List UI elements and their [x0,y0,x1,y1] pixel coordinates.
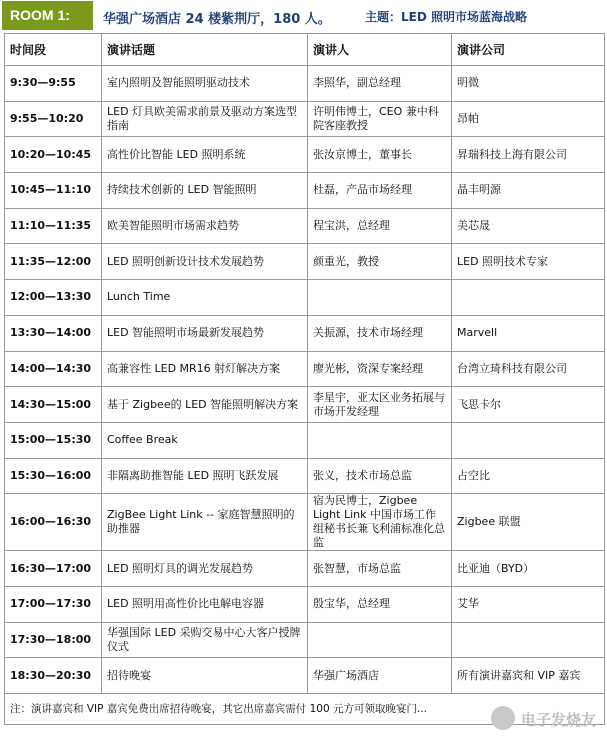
cell-speaker [308,422,452,458]
table-row [5,315,605,351]
cell-speaker: 许明伟博士，CEO 兼中科院客座教授 [308,101,452,137]
cell-company: Marvell [452,315,605,351]
cell-time: 14:30—15:00 [5,387,102,423]
cell-company: 所有演讲嘉宾和 VIP 嘉宾 [452,658,605,694]
table-header-row [5,34,605,66]
cell-time: 15:30—16:00 [5,458,102,494]
cell-speaker: 程宝洪，总经理 [308,208,452,244]
cell-time: 16:00—16:30 [5,494,102,551]
cell-time: 15:00—15:30 [5,422,102,458]
theme-text: 主题：LED 照明市场蓝海战略 [365,10,527,24]
watermark-logo [491,706,601,732]
cell-company: LED 照明技术专家 [452,244,605,280]
table-row [5,280,605,316]
cell-time: 12:00—13:30 [5,280,102,316]
table-row [5,622,605,658]
cell-speaker: 李星宇，亚太区业务拓展与市场开发经理 [308,387,452,423]
cell-time: 10:45—11:10 [5,173,102,209]
table-row [5,244,605,280]
table-row [5,137,605,173]
cell-time: 9:55—10:20 [5,101,102,137]
cell-company: 台湾立琦科技有限公司 [452,351,605,387]
cell-topic: 招待晚宴 [102,658,308,694]
cell-speaker [308,280,452,316]
cell-company [452,622,605,658]
cell-company: 飞思卡尔 [452,387,605,423]
cell-speaker: 殷宝华，总经理 [308,586,452,622]
table-row [5,551,605,587]
cell-company: 明微 [452,66,605,102]
cell-topic: 持续技术创新的 LED 智能照明 [102,173,308,209]
header-speaker: 演讲人 [308,34,452,66]
cell-speaker: 张义，技术市场总监 [308,458,452,494]
cell-company: 比亚迪（BYD） [452,551,605,587]
header-banner [0,0,607,32]
table-row [5,458,605,494]
table-row [5,101,605,137]
cell-topic: LED 照明用高性价比电解电容器 [102,586,308,622]
cell-company: Zigbee 联盟 [452,494,605,551]
header-topic: 演讲话题 [102,34,308,66]
cell-speaker: 杜磊，产品市场经理 [308,173,452,209]
watermark-text: 电子发烧友 [521,711,597,729]
cell-company: 昂帕 [452,101,605,137]
cell-company: 占空比 [452,458,605,494]
table-row [5,66,605,102]
cell-speaker: 廖光彬，资深专案经理 [308,351,452,387]
cell-time: 17:00—17:30 [5,586,102,622]
venue-text: 华强广场酒店 24 楼紫荆厅，180 人。 [103,12,331,27]
header-company: 演讲公司 [452,34,605,66]
cell-company: 昇瑞科技上海有限公司 [452,137,605,173]
cell-topic: 华强国际 LED 采购交易中心大客户授牌仪式 [102,622,308,658]
table-row [5,586,605,622]
table-row [5,351,605,387]
cell-speaker: 李照华，副总经理 [308,66,452,102]
cell-time: 13:30—14:00 [5,315,102,351]
table-row [5,658,605,694]
cell-time: 10:20—10:45 [5,137,102,173]
cell-speaker: 关振源，技术市场经理 [308,315,452,351]
cell-time: 9:30—9:55 [5,66,102,102]
cell-time: 11:10—11:35 [5,208,102,244]
header-time: 时间段 [5,34,102,66]
cell-topic: Coffee Break [102,422,308,458]
cell-speaker: 颜重光，教授 [308,244,452,280]
cell-topic: LED 照明灯具的调光发展趋势 [102,551,308,587]
cell-time: 18:30—20:30 [5,658,102,694]
cell-time: 17:30—18:00 [5,622,102,658]
cell-time: 16:30—17:00 [5,551,102,587]
cell-topic: 室内照明及智能照明驱动技术 [102,66,308,102]
cell-time: 14:00—14:30 [5,351,102,387]
cell-speaker: 华强广场酒店 [308,658,452,694]
cell-topic: 基于 Zigbee的 LED 智能照明解决方案 [102,387,308,423]
cell-company: 艾华 [452,586,605,622]
table-row [5,422,605,458]
cell-topic: LED 灯具欧美需求前景及驱动方案选型指南 [102,101,308,137]
table-row [5,173,605,209]
cell-topic: LED 照明创新设计技术发展趋势 [102,244,308,280]
footnote: 注：演讲嘉宾和 VIP 嘉宾免费出席招待晚宴，其它出席嘉宾需付 100 元方可领取晚宴门... [5,694,605,725]
cell-topic: LED 智能照明市场最新发展趋势 [102,315,308,351]
cell-topic: 欧美智能照明市场需求趋势 [102,208,308,244]
cell-speaker: 宿为民博士，Zigbee Light Link 中国市场工作组秘书长兼飞利浦标准化总监 [308,494,452,551]
cell-topic: ZigBee Light Link -- 家庭智慧照明的助推器 [102,494,308,551]
cell-speaker [308,622,452,658]
room-label: ROOM 1: [2,1,93,30]
cell-topic: 非隔离助推智能 LED 照明飞跃发展 [102,458,308,494]
table-row [5,494,605,551]
cell-company [452,422,605,458]
table-row [5,387,605,423]
cell-time: 11:35—12:00 [5,244,102,280]
cell-speaker: 张智慧，市场总监 [308,551,452,587]
cell-speaker: 张汝京博士，董事长 [308,137,452,173]
cell-company: 美芯晟 [452,208,605,244]
cell-topic: Lunch Time [102,280,308,316]
table-row [5,208,605,244]
logo-icon [491,706,515,730]
cell-topic: 高性价比智能 LED 照明系统 [102,137,308,173]
cell-company: 晶丰明源 [452,173,605,209]
cell-company [452,280,605,316]
cell-topic: 高兼容性 LED MR16 射灯解决方案 [102,351,308,387]
schedule-table [4,33,605,725]
